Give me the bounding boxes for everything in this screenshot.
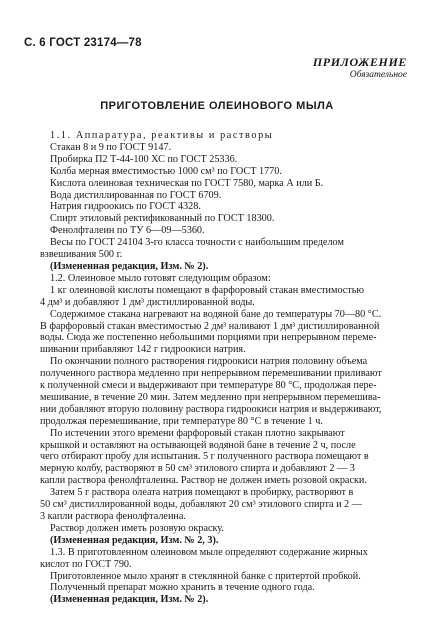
text-line: к полученной смеси и выдерживают при температуре 80 °С, продолжая пере- [40,380,377,392]
text-line: мешивание, в течение 20 мин. Затем медленно при непрерывном перемешива- [40,391,381,403]
document-title: ПРИГОТОВЛЕНИЕ ОЛЕИНОВОГО МЫЛА [100,100,334,112]
text-line: капли раствора фенолфталеина. Раствор не должен иметь розовой окраски. [40,475,367,487]
text-line: По окончании полного растворения гидроокиси натрия половину объема [50,356,368,368]
text-line: мерную колбу, растворяют в 50 см³ этилового спирта и добавляют 2 — 3 [40,463,355,475]
text-line: полученного раствора медленно при непрерывном перемешивании приливают [40,368,382,380]
appendix-label: ПРИЛОЖЕНИЕ [312,55,407,69]
text-line: (Измененная редакция, Изм. № 2). [50,260,209,272]
text-line: Спирт этиловый ректификованный по ГОСТ 18300. [50,213,275,225]
text-line: нии добавляют вторую половину раствора гидроокиси натрия и выдерживают, [40,403,382,415]
text-line: шивании прибавляют 142 г гидроокиси натрия. [40,344,246,356]
text-line: Стакан 8 и 9 по ГОСТ 9147. [50,141,172,153]
text-line: Натрия гидроокись по ГОСТ 4328. [50,201,201,213]
text-line: Вода дистиллированная по ГОСТ 6709. [50,189,222,201]
text-line: Фенолфталеин по ТУ 6—09—5360. [50,225,205,237]
text-line: 1 кг олеиновой кислоты помещают в фарфоровый стакан вместимостью [50,284,365,296]
text-line: Приготовленное мыло хранят в стеклянной банке с притертой пробкой. [50,570,361,582]
text-line: 1.2. Олеиновое мыло готовят следующим образом: [50,272,271,284]
text-line: 3 капли раствора фенолфталеина. [40,511,186,522]
text-line: кислот по ГОСТ 790. [40,558,132,570]
text-line: В фарфоровый стакан вместимостью 2 дм³ наливают 1 дм³ дистиллированной [40,320,380,332]
text-line: крышкой и оставляют на остывающей водяной бане в течение 2 ч, после [40,439,356,451]
text-line: Содержимое стакана нагревают на водяной бане до температуры 70—80 °С. [50,308,382,320]
text-line: Весы по ГОСТ 24104 3-го класса точности с наибольшим пределом [50,237,344,249]
text-line: 1.3. В приготовленном олеиновом мыле определяют содержание жирных [50,546,368,558]
text-line: продолжая перемешивание, при температуре 80 °С в течение 1 ч. [40,415,323,427]
text-line: (Измененная редакция, Изм. № 2, 3). [50,534,219,546]
page-header: С. 6 ГОСТ 23174—78 [24,37,142,49]
text-line: чего отбирают пробу для испытания. 5 г полученного раствора помещают в [40,451,369,463]
text-line: По истечении этого времени фарфоровый стакан плотно закрывают [50,427,345,439]
document-body [40,130,414,606]
text-line: Раствор должен иметь розовую окраску. [50,522,224,534]
text-line: Затем 5 г раствора олеата натрия помещают в пробирку, растворяют в [50,487,354,499]
text-line: 1.1. Аппаратура, реактивы и растворы [50,130,274,141]
text-line: взвешивания 500 г. [40,249,123,261]
text-line: Полученный препарат можно хранить в течение одного года. [50,582,315,594]
text-line: 50 см³ дистиллированной воды, добавляют 20 см³ этилового спирта и 2 — [40,499,362,511]
text-line: Пробирка П2 Т-44-100 ХС по ГОСТ 25336. [50,153,238,165]
text-line: воды. Сюда же постепенно небольшими порциями при непрерывном переме- [40,332,377,344]
text-line: Кислота олеиновая техническая по ГОСТ 7580, марка А или Б. [50,177,324,189]
text-line: (Измененная редакция, Изм. № 2). [50,594,209,606]
appendix-status: Обязательное [349,70,407,80]
text-line: Колба мерная вместимостью 1000 см³ по ГОСТ 1770. [50,165,282,177]
text-line: 4 дм³ и добавляют 1 дм³ дистиллированной воды. [40,296,255,308]
